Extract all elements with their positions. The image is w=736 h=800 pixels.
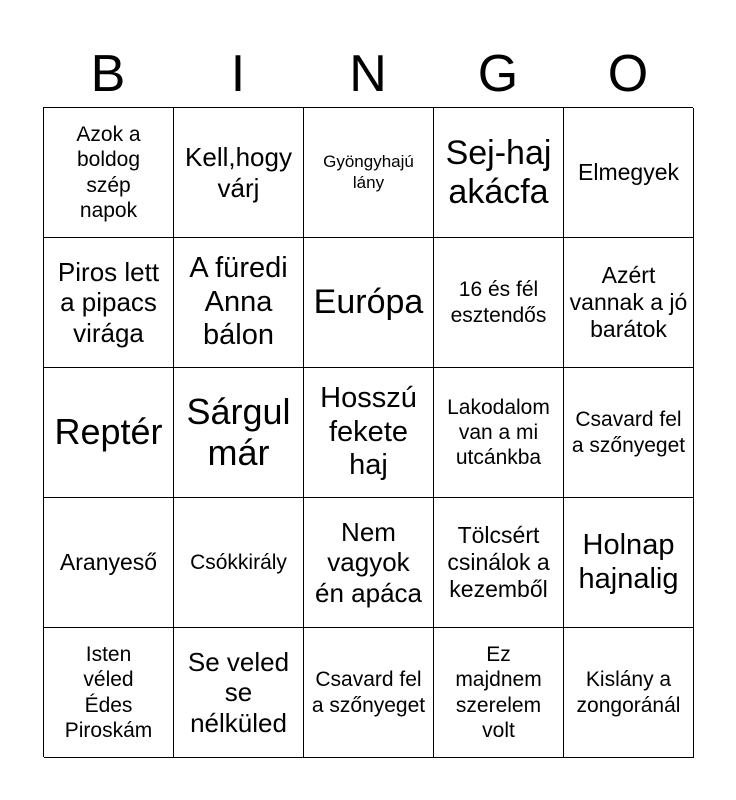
bingo-cell[interactable] <box>304 628 434 758</box>
cell-text: A füredi Anna bálon <box>189 252 288 352</box>
bingo-cell[interactable] <box>434 628 564 758</box>
bingo-cell[interactable] <box>564 628 694 758</box>
bingo-cell[interactable] <box>174 368 304 498</box>
bingo-cell[interactable] <box>174 108 304 238</box>
bingo-grid <box>43 107 693 757</box>
bingo-cell[interactable] <box>44 628 174 758</box>
cell-text: Holnap hajnalig <box>578 529 679 595</box>
cell-text: Azok a boldog szép napok <box>76 123 141 222</box>
bingo-header <box>43 40 693 108</box>
bingo-cell[interactable] <box>434 108 564 238</box>
cell-text: Lakodalom van a mi utcánkba <box>447 395 550 470</box>
cell-text: Sárgul már <box>186 391 291 473</box>
cell-text: 16 és fél esztendős <box>450 278 547 327</box>
bingo-cell[interactable] <box>304 238 434 368</box>
cell-text: Kell,hogy várj <box>185 142 292 203</box>
bingo-cell[interactable] <box>44 238 174 368</box>
cell-text: Csókkirály <box>190 550 287 574</box>
cell-text: Ez majdnem szerelem volt <box>455 643 542 742</box>
cell-text: Piros lett a pipacs virága <box>57 256 160 348</box>
cell-text: Tölcsért csinálok a kezemből <box>447 521 550 603</box>
bingo-cell[interactable] <box>44 498 174 628</box>
cell-text: Nem vagyok én apáca <box>315 516 422 608</box>
header-letter-i: I <box>230 45 246 103</box>
cell-text: Gyöngyhajú lány <box>323 151 414 192</box>
bingo-cell[interactable] <box>434 368 564 498</box>
cell-text: Isten véled Édes Piroskám <box>64 643 153 742</box>
bingo-cell[interactable] <box>564 498 694 628</box>
cell-text: Sej-haj akácfa <box>445 134 552 211</box>
cell-text: Kislány a zongoránál <box>576 668 681 717</box>
header-letter-o: O <box>607 45 649 103</box>
bingo-cell[interactable] <box>434 238 564 368</box>
cell-text: Csavard fel a szőnyeget <box>571 408 686 457</box>
bingo-cell[interactable] <box>564 368 694 498</box>
bingo-cell[interactable] <box>174 238 304 368</box>
cell-text: Hosszú fekete haj <box>320 382 417 482</box>
bingo-cell[interactable] <box>304 108 434 238</box>
bingo-cell[interactable] <box>174 498 304 628</box>
cell-text: Reptér <box>54 411 163 453</box>
bingo-cell[interactable] <box>564 108 694 238</box>
bingo-cell[interactable] <box>434 498 564 628</box>
bingo-cell[interactable] <box>564 238 694 368</box>
cell-text: Elmegyek <box>578 158 679 185</box>
cell-text: Se veled se nélküled <box>187 646 290 738</box>
cell-text: Európa <box>313 283 424 322</box>
header-letter-b: B <box>90 45 126 103</box>
cell-text: Aranyeső <box>59 548 158 575</box>
bingo-cell[interactable] <box>304 368 434 498</box>
bingo-cell[interactable] <box>304 498 434 628</box>
bingo-cell[interactable] <box>44 108 174 238</box>
header-letter-n: N <box>349 45 387 103</box>
cell-text: Azért vannak a jó barátok <box>569 261 688 343</box>
bingo-cell[interactable] <box>174 628 304 758</box>
header-letter-g: G <box>477 45 519 103</box>
bingo-cell[interactable] <box>44 368 174 498</box>
cell-text: Csavard fel a szőnyeget <box>311 668 426 717</box>
